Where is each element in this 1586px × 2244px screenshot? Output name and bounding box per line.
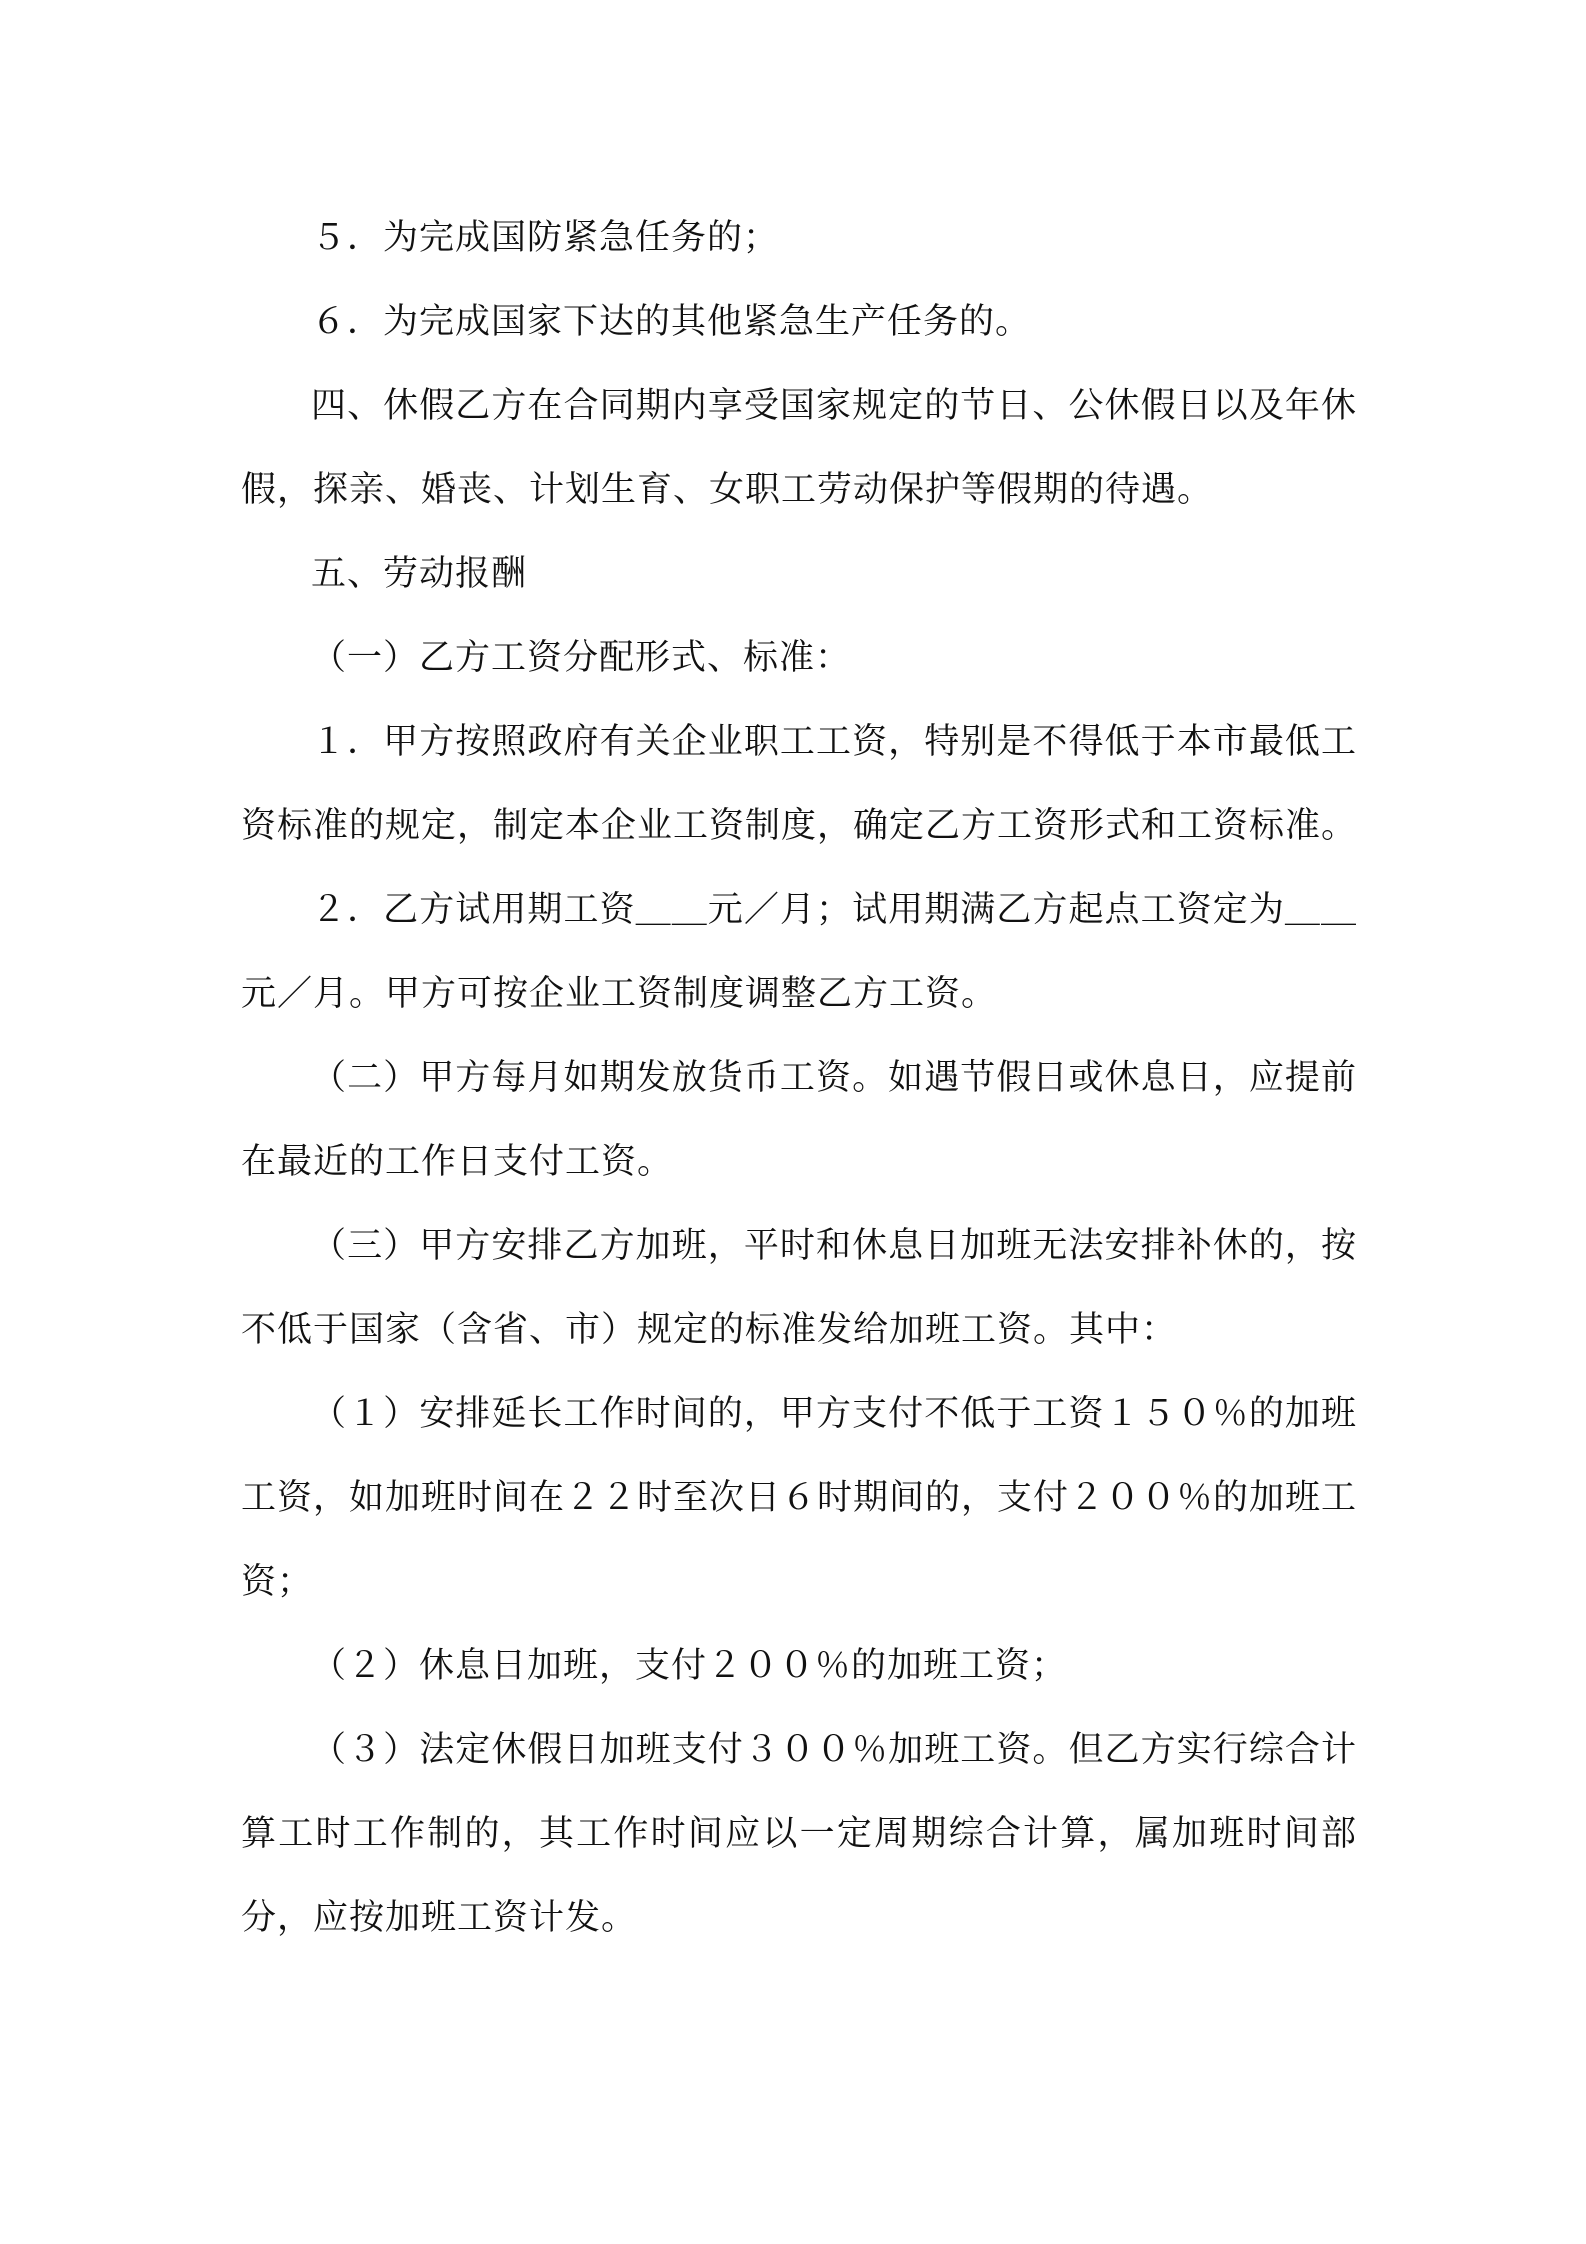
document-body <box>241 196 1357 1960</box>
paragraph-item-6: ６．为完成国家下达的其他紧急生产任务的。 <box>311 302 1032 342</box>
paragraph-item-5: ５．为完成国防紧急任务的； <box>311 218 780 258</box>
paragraph-subsection-1: （一）乙方工资分配形式、标准： <box>311 638 852 678</box>
paragraph-section-4-leave: 四、休假乙方在合同期内享受国家规定的节日、公休假日以及年休假，探亲、婚丧、计划生育、女职工劳动保护等假期的待遇。 <box>241 386 1357 510</box>
paragraph-wage-item-2: ２．乙方试用期工资＿＿元／月；试用期满乙方起点工资定为＿＿元／月。甲方可按企业工资制度调整乙方工资。 <box>241 890 1357 1014</box>
paragraph-overtime-item-2: （２）休息日加班，支付２００％的加班工资； <box>311 1646 1068 1686</box>
paragraph-subsection-2: （二）甲方每月如期发放货币工资。如遇节假日或休息日，应提前在最近的工作日支付工资。 <box>241 1058 1357 1182</box>
paragraph-subsection-3: （三）甲方安排乙方加班，平时和休息日加班无法安排补休的，按不低于国家（含省、市）规定的标准发给加班工资。其中： <box>241 1226 1357 1350</box>
paragraph-wage-item-1: １．甲方按照政府有关企业职工工资，特别是不得低于本市最低工资标准的规定，制定本企业工资制度，确定乙方工资形式和工资标准。 <box>241 722 1358 846</box>
paragraph-overtime-item-3: （３）法定休假日加班支付３００％加班工资。但乙方实行综合计算工时工作制的，其工作时间应以一定周期综合计算，属加班时间部分，应按加班工资计发。 <box>241 1730 1357 1938</box>
paragraph-overtime-item-1: （１）安排延长工作时间的，甲方支付不低于工资１５０％的加班工资，如加班时间在２２时至次日６时期间的，支付２００％的加班工资； <box>241 1394 1358 1602</box>
paragraph-section-5-heading: 五、劳动报酬 <box>311 554 528 594</box>
